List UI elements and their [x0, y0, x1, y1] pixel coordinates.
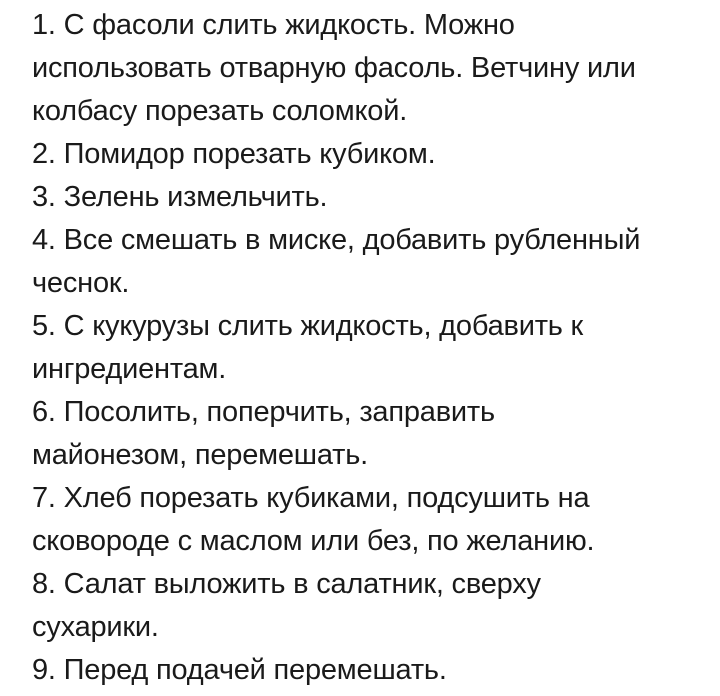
- step-text-line: использовать отварную фасоль. Ветчину или: [32, 52, 636, 84]
- recipe-step-8: [32, 563, 692, 649]
- step-text-line: майонезом, перемешать.: [32, 439, 369, 471]
- step-text-line: 2. Помидор порезать кубиком.: [32, 138, 436, 170]
- step-text-line: 1. С фасоли слить жидкость. Можно: [32, 9, 515, 41]
- recipe-step-5: [32, 305, 692, 391]
- step-text-line: сковороде с маслом или без, по желанию.: [32, 525, 595, 557]
- step-text-line: 5. С кукурузы слить жидкость, добавить к: [32, 310, 584, 342]
- recipe-step-7: [32, 477, 692, 563]
- recipe-step-6: [32, 391, 692, 477]
- step-text-line: 9. Перед подачей перемешать.: [32, 654, 447, 686]
- recipe-step-4: [32, 219, 692, 305]
- recipe-steps-list: [32, 4, 692, 692]
- step-text-line: 4. Все смешать в миске, добавить рубленный: [32, 224, 641, 256]
- step-text-line: колбасу порезать соломкой.: [32, 95, 408, 127]
- recipe-step-2: [32, 133, 692, 176]
- step-text-line: чеснок.: [32, 267, 130, 299]
- recipe-step-9: [32, 649, 692, 692]
- step-text-line: ингредиентам.: [32, 353, 227, 385]
- step-text-line: 7. Хлеб порезать кубиками, подсушить на: [32, 482, 590, 514]
- recipe-step-3: [32, 176, 692, 219]
- step-text-line: 8. Салат выложить в салатник, сверху: [32, 568, 541, 600]
- recipe-step-1: [32, 4, 692, 133]
- step-text-line: 3. Зелень измельчить.: [32, 181, 328, 213]
- step-text-line: сухарики.: [32, 611, 159, 643]
- step-text-line: 6. Посолить, поперчить, заправить: [32, 396, 495, 428]
